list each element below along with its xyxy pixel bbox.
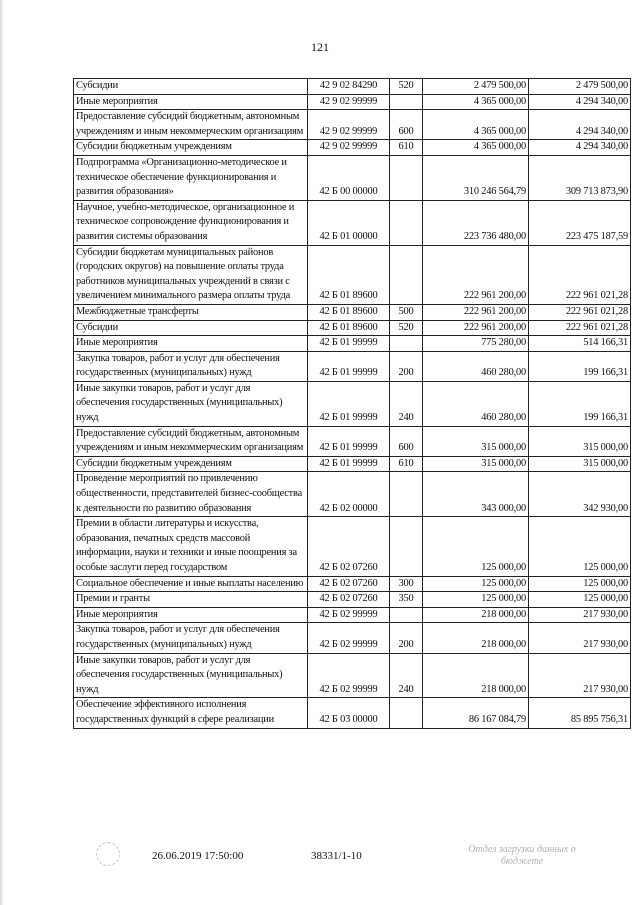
row-planned-amount-cell: 218 000,00: [423, 653, 529, 698]
row-expense-type-cell: [390, 94, 423, 110]
row-executed-amount-cell: 315 000,00: [529, 426, 631, 456]
table-row: [74, 472, 631, 517]
row-name-cell: Закупка товаров, работ и услуг для обеспечения государственных (муниципальных) нужд: [74, 351, 308, 381]
row-expense-type-cell: [390, 472, 423, 517]
row-executed-amount-cell: 217 930,00: [529, 607, 631, 623]
table-row: [74, 426, 631, 456]
row-code-cell: 42 Б 01 89600: [308, 304, 390, 320]
table-row: [74, 456, 631, 472]
row-executed-amount-cell: 217 930,00: [529, 653, 631, 698]
row-expense-type-cell: [390, 200, 423, 245]
scan-left-edge: [0, 0, 4, 905]
row-code-cell: 42 Б 01 99999: [308, 336, 390, 352]
row-executed-amount-cell: 85 895 756,31: [529, 698, 631, 728]
row-name-cell: Субсидии бюджетным учреждениям: [74, 140, 308, 156]
faint-seal-icon: [96, 842, 120, 866]
row-code-cell: 42 Б 01 99999: [308, 426, 390, 456]
row-expense-type-cell: [390, 607, 423, 623]
row-executed-amount-cell: 2 479 500,00: [529, 79, 631, 95]
table-row: [74, 94, 631, 110]
row-expense-type-cell: 350: [390, 592, 423, 608]
row-code-cell: 42 Б 02 99999: [308, 653, 390, 698]
row-code-cell: 42 9 02 99999: [308, 110, 390, 140]
row-planned-amount-cell: 460 280,00: [423, 381, 529, 426]
row-planned-amount-cell: 775 280,00: [423, 336, 529, 352]
row-expense-type-cell: [390, 336, 423, 352]
row-code-cell: 42 Б 02 99999: [308, 623, 390, 653]
row-expense-type-cell: [390, 517, 423, 576]
table-row: [74, 381, 631, 426]
row-expense-type-cell: 300: [390, 576, 423, 592]
row-expense-type-cell: [390, 245, 423, 304]
row-executed-amount-cell: 342 930,00: [529, 472, 631, 517]
row-name-cell: Подпрограмма «Организационно-методическое и техническое обеспечение функционирования и развития образования»: [74, 155, 308, 200]
row-name-cell: Субсидии бюджетам муниципальных районов (городских округов) на повышение оплаты труда работников муниципальных учреждений в связи с увеличением минимального размера оплаты труда: [74, 245, 308, 304]
row-executed-amount-cell: 514 166,31: [529, 336, 631, 352]
row-executed-amount-cell: 222 961 021,28: [529, 245, 631, 304]
row-code-cell: 42 Б 02 07260: [308, 576, 390, 592]
row-planned-amount-cell: 223 736 480,00: [423, 200, 529, 245]
table-row: [74, 592, 631, 608]
row-planned-amount-cell: 4 365 000,00: [423, 140, 529, 156]
row-expense-type-cell: [390, 698, 423, 728]
row-code-cell: 42 Б 02 00000: [308, 472, 390, 517]
row-executed-amount-cell: 222 961 021,28: [529, 320, 631, 336]
table-row: [74, 517, 631, 576]
table-row: [74, 653, 631, 698]
row-expense-type-cell: 600: [390, 110, 423, 140]
table-row: [74, 140, 631, 156]
row-planned-amount-cell: 315 000,00: [423, 426, 529, 456]
row-executed-amount-cell: 309 713 873,90: [529, 155, 631, 200]
row-executed-amount-cell: 223 475 187,59: [529, 200, 631, 245]
row-expense-type-cell: 520: [390, 79, 423, 95]
row-planned-amount-cell: 2 479 500,00: [423, 79, 529, 95]
row-code-cell: 42 Б 02 07260: [308, 592, 390, 608]
row-name-cell: Премии в области литературы и искусства, образования, печатных средств массовой информации, науки и техники и иные поощрения за особые заслуги перед государством: [74, 517, 308, 576]
row-planned-amount-cell: 125 000,00: [423, 517, 529, 576]
row-planned-amount-cell: 4 365 000,00: [423, 94, 529, 110]
page-number: 121: [311, 40, 329, 54]
row-executed-amount-cell: 125 000,00: [529, 592, 631, 608]
table-row: [74, 79, 631, 95]
row-executed-amount-cell: 125 000,00: [529, 517, 631, 576]
table-row: [74, 320, 631, 336]
row-name-cell: Научное, учебно-методическое, организационное и техническое сопровождение функционирования и развития системы образования: [74, 200, 308, 245]
row-name-cell: Иные мероприятия: [74, 94, 308, 110]
row-executed-amount-cell: 199 166,31: [529, 381, 631, 426]
row-executed-amount-cell: 125 000,00: [529, 576, 631, 592]
row-code-cell: 42 Б 01 00000: [308, 200, 390, 245]
row-name-cell: Иные закупки товаров, работ и услуг для обеспечения государственных (муниципальных) нужд: [74, 653, 308, 698]
row-expense-type-cell: 240: [390, 653, 423, 698]
row-expense-type-cell: 500: [390, 304, 423, 320]
row-expense-type-cell: 200: [390, 623, 423, 653]
row-code-cell: 42 Б 01 99999: [308, 456, 390, 472]
row-code-cell: 42 9 02 99999: [308, 94, 390, 110]
table-row: [74, 607, 631, 623]
table-row: [74, 576, 631, 592]
budget-table: [73, 78, 631, 729]
row-expense-type-cell: 240: [390, 381, 423, 426]
row-planned-amount-cell: 218 000,00: [423, 623, 529, 653]
row-planned-amount-cell: 310 246 564,79: [423, 155, 529, 200]
row-code-cell: 42 Б 02 99999: [308, 607, 390, 623]
row-executed-amount-cell: 4 294 340,00: [529, 140, 631, 156]
row-name-cell: Обеспечение эффективного исполнения государственных функций в сфере реализации: [74, 698, 308, 728]
row-executed-amount-cell: 217 930,00: [529, 623, 631, 653]
table-row: [74, 351, 631, 381]
row-planned-amount-cell: 222 961 200,00: [423, 245, 529, 304]
row-expense-type-cell: 520: [390, 320, 423, 336]
row-code-cell: 42 Б 01 99999: [308, 351, 390, 381]
row-name-cell: Иные мероприятия: [74, 336, 308, 352]
row-code-cell: 42 Б 01 89600: [308, 320, 390, 336]
row-executed-amount-cell: 315 000,00: [529, 456, 631, 472]
row-name-cell: Субсидии: [74, 320, 308, 336]
table-row: [74, 200, 631, 245]
row-planned-amount-cell: 125 000,00: [423, 576, 529, 592]
footer-datetime: 26.06.2019 17:50:00: [152, 850, 244, 862]
row-planned-amount-cell: 343 000,00: [423, 472, 529, 517]
row-name-cell: Межбюджетные трансферты: [74, 304, 308, 320]
row-code-cell: 42 9 02 99999: [308, 140, 390, 156]
row-name-cell: Премии и гранты: [74, 592, 308, 608]
page-footer: [0, 844, 640, 880]
row-expense-type-cell: 600: [390, 426, 423, 456]
row-executed-amount-cell: 4 294 340,00: [529, 110, 631, 140]
row-name-cell: Проведение мероприятий по привлечению общественности, представителей бизнес-сообщества к деятельности по развитию образования: [74, 472, 308, 517]
row-expense-type-cell: 200: [390, 351, 423, 381]
row-name-cell: Социальное обеспечение и иные выплаты населению: [74, 576, 308, 592]
row-code-cell: 42 9 02 84290: [308, 79, 390, 95]
row-code-cell: 42 Б 00 00000: [308, 155, 390, 200]
table-row: [74, 155, 631, 200]
table-row: [74, 698, 631, 728]
budget-table-body: [74, 79, 631, 729]
row-code-cell: 42 Б 01 99999: [308, 381, 390, 426]
row-planned-amount-cell: 4 365 000,00: [423, 110, 529, 140]
row-planned-amount-cell: 315 000,00: [423, 456, 529, 472]
row-name-cell: Иные закупки товаров, работ и услуг для обеспечения государственных (муниципальных) нужд: [74, 381, 308, 426]
row-executed-amount-cell: 4 294 340,00: [529, 94, 631, 110]
row-planned-amount-cell: 86 167 084,79: [423, 698, 529, 728]
row-planned-amount-cell: 222 961 200,00: [423, 320, 529, 336]
row-expense-type-cell: [390, 155, 423, 200]
row-planned-amount-cell: 460 280,00: [423, 351, 529, 381]
row-code-cell: 42 Б 02 07260: [308, 517, 390, 576]
row-name-cell: Предоставление субсидий бюджетным, автономным учреждениям и иным некоммерческим организациям: [74, 110, 308, 140]
row-expense-type-cell: 610: [390, 456, 423, 472]
row-name-cell: Субсидии: [74, 79, 308, 95]
row-planned-amount-cell: 222 961 200,00: [423, 304, 529, 320]
row-expense-type-cell: 610: [390, 140, 423, 156]
row-name-cell: Иные мероприятия: [74, 607, 308, 623]
footer-doc-number: 38331/1-10: [311, 850, 362, 862]
row-planned-amount-cell: 218 000,00: [423, 607, 529, 623]
row-name-cell: Субсидии бюджетным учреждениям: [74, 456, 308, 472]
row-code-cell: 42 Б 03 00000: [308, 698, 390, 728]
table-row: [74, 336, 631, 352]
row-executed-amount-cell: 222 961 021,28: [529, 304, 631, 320]
row-executed-amount-cell: 199 166,31: [529, 351, 631, 381]
table-row: [74, 245, 631, 304]
row-planned-amount-cell: 125 000,00: [423, 592, 529, 608]
row-name-cell: Закупка товаров, работ и услуг для обеспечения государственных (муниципальных) нужд: [74, 623, 308, 653]
row-name-cell: Предоставление субсидий бюджетным, автономным учреждениям и иным некоммерческим организациям: [74, 426, 308, 456]
footer-stamp: Отдел загрузки данных о бюджете: [468, 844, 576, 867]
table-row: [74, 304, 631, 320]
row-code-cell: 42 Б 01 89600: [308, 245, 390, 304]
table-row: [74, 623, 631, 653]
table-row: [74, 110, 631, 140]
